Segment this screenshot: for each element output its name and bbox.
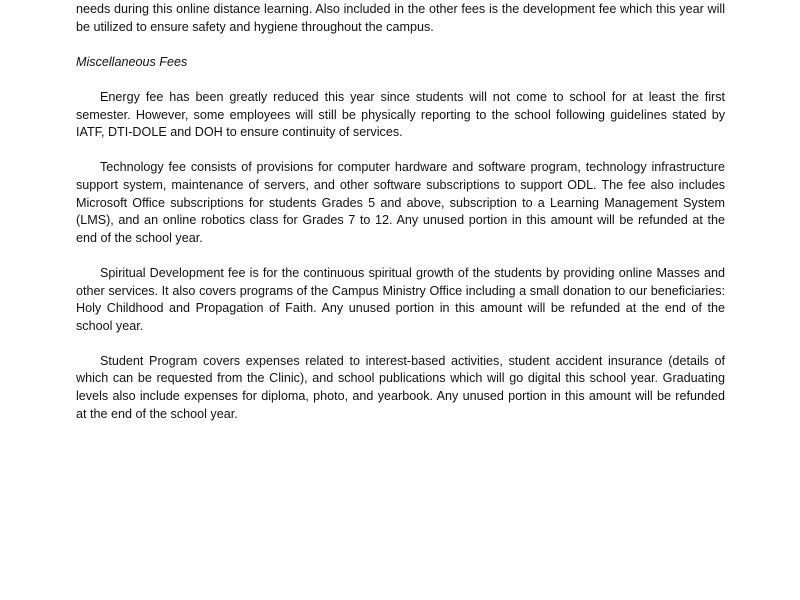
paragraph-spiritual-development-fee: Spiritual Development fee is for the continuous spiritual growth of the students by providing online Masses and other services. It also covers programs of the Campus Ministry Office including a small donation to our beneficiaries: Holy Childhood and Propagation of Faith. Any unused portion in this amount will be refunded at the end of the school year. xyxy=(76,265,725,333)
section-heading-miscellaneous-fees: Miscellaneous Fees xyxy=(76,54,188,69)
paragraph-student-program: Student Program covers expenses related to interest-based activities, student accident insurance (details of which can be requested from the Clinic), and school publications which will go digital this school year. Graduating levels also include expenses for diploma, photo, and yearbook. Any unused portion in this amount will be refunded at the end of the school year. xyxy=(76,353,725,421)
paragraph-energy-fee: Energy fee has been greatly reduced this year since students will not come to school for at least the first semester. However, some employees will still be physically reporting to the school following guidelines stated by IATF, DTI-DOLE and DOH to ensure continuity of services. xyxy=(76,89,725,140)
intro-paragraph: needs during this online distance learning. Also included in the other fees is the development fee which this year will be utilized to ensure safety and hygiene throughout the campus. xyxy=(76,2,725,34)
document-page xyxy=(76,1,725,423)
paragraph-technology-fee: Technology fee consists of provisions for computer hardware and software program, technology infrastructure support system, maintenance of servers, and other software subscriptions to support ODL. The fee also includes Microsoft Office subscriptions for students Grades 5 and above, subscription to a Learning Management System (LMS), and an online robotics class for Grades 7 to 12. Any unused portion in this amount will be refunded at the end of the school year. xyxy=(76,160,725,245)
